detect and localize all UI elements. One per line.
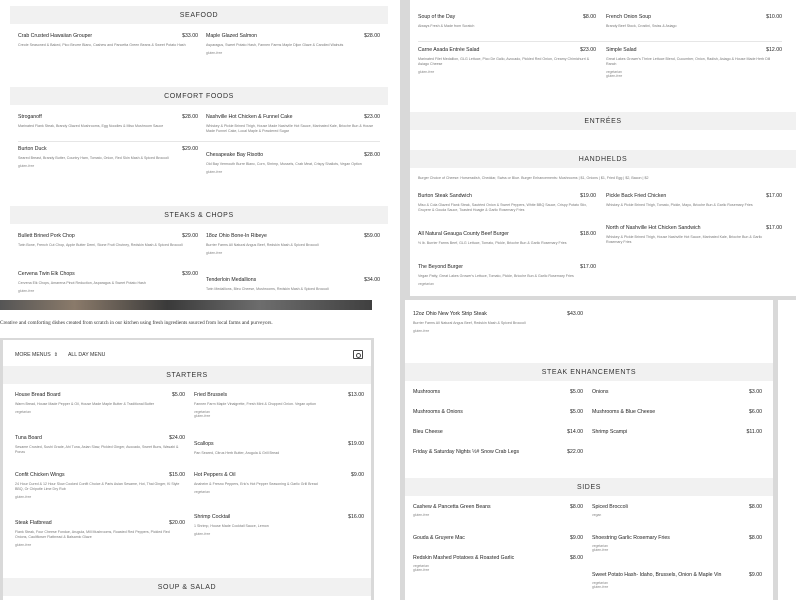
diet-tag: vegan <box>592 513 602 517</box>
menu-panel-top-right <box>410 0 796 296</box>
item-desc: Twin Medallions, Bleu Cheese, Mushrooms, Redskin Mash & Spiced Broccoli <box>206 287 329 291</box>
menu-item <box>606 193 782 208</box>
menu-item <box>606 47 782 79</box>
item-name: North of Nashville Hot Chicken Sandwich <box>606 225 701 231</box>
item-price: $17.00 <box>766 193 782 199</box>
hero-photo <box>0 300 372 310</box>
item-price: $28.00 <box>182 114 198 120</box>
item-name: Spiced Broccoli <box>592 504 628 510</box>
diet-tag: vegetarian <box>194 490 210 494</box>
menu-item <box>418 231 596 246</box>
diet-tag: gluten-free <box>18 164 35 168</box>
item-desc: Whiskey & Pickle Brined Thigh, House Made Nashville Hot Sauce, Marinated Kale, Brioche Bun & House Made Funnel Cake, Local Maple & Powdered Sugar <box>206 124 374 133</box>
item-price: $9.00 <box>749 572 762 578</box>
item-name: Tuna Board <box>15 435 42 441</box>
item-name: Mushrooms & Blue Cheese <box>592 409 656 415</box>
item-price: $8.00 <box>583 14 596 20</box>
divider <box>418 41 782 42</box>
item-name: Burton Steak Sandwich <box>418 193 472 199</box>
menu-item <box>206 33 380 55</box>
diet-tag: gluten-free <box>15 495 32 499</box>
item-price: $5.00 <box>570 389 583 395</box>
item-name: Sweet Potato Hash- Idaho, Brussels, Onion & Maple Vin <box>592 572 722 578</box>
item-name: Bleu Cheese <box>413 429 443 435</box>
item-name: Shoestring Garlic Rosemary Fries <box>592 535 670 541</box>
diet-tag: gluten-free <box>15 543 32 547</box>
diet-tag: vegetarian <box>418 282 434 286</box>
item-desc: Cervena Elk Chops, Amarena Pinot Reduction, Asparagus & Sweet Potato Hash <box>18 281 146 285</box>
item-desc: Creole Seasoned & Baked, Pico Beurre Blanc, Cashew and Pancetta Green Beans & Sweet Potato Hash <box>18 43 186 47</box>
diet-tag: gluten-free <box>413 513 430 517</box>
item-price: $8.00 <box>570 555 583 561</box>
item-price: $17.00 <box>580 264 596 270</box>
diet-tag: gluten-free <box>418 70 435 74</box>
item-name: Bullett Brined Pork Chop <box>18 233 75 239</box>
menu-item <box>206 233 380 255</box>
all-day-menu-tab[interactable]: ALL DAY MENU <box>67 352 106 358</box>
item-name: Burton Duck <box>18 146 47 152</box>
menu-item <box>15 392 185 414</box>
menu-item <box>418 193 596 213</box>
menu-caption: Creative and comforting dishes created from scratch in our kitchen using fresh ingredients sourced from local farms and purveyors. <box>0 320 273 326</box>
item-name: Mushrooms <box>413 389 441 395</box>
section-header-entrees: ENTRÉES <box>410 112 796 130</box>
enhancement-item <box>592 409 762 415</box>
menu-item <box>194 392 364 419</box>
item-name: Steak Flatbread <box>15 520 52 526</box>
item-price: $43.00 <box>567 311 583 317</box>
menu-item <box>206 277 380 292</box>
enhancement-item <box>413 409 583 415</box>
item-price: $9.00 <box>570 535 583 541</box>
item-desc: Marinated Filet Medallion, GLG Lettuce, Pico De Gallo, Avocado, Pickled Red Onion, Creamy Chimichurri & Asiago Cheese <box>418 57 590 66</box>
item-name: Crab Crusted Hawaiian Grouper <box>18 33 93 39</box>
item-name: Fried Brussels <box>194 392 228 398</box>
item-name: Mushrooms & Onions <box>413 409 463 415</box>
menu-item <box>15 435 185 455</box>
camera-icon[interactable] <box>353 350 363 359</box>
enhancement-item <box>592 389 762 395</box>
item-name: Maple Glazed Salmon <box>206 33 258 39</box>
item-name: Shrimp Scampi <box>592 429 628 435</box>
diet-tag: vegetarian gluten-free <box>413 564 430 573</box>
enhancement-item <box>592 429 762 435</box>
item-name: Tenderloin Medallions <box>206 277 257 283</box>
item-price: $22.00 <box>567 449 583 455</box>
item-name: 12oz Ohio New York Strip Steak <box>413 311 487 317</box>
item-price: $59.00 <box>364 233 380 239</box>
item-desc: Whiskey & Pickle Brined Thigh, House Nashville Hot Sauce, Marinated Kale, Brioche Bun & Garlic Rosemary Fries <box>606 235 763 244</box>
item-name: Nashville Hot Chicken & Funnel Cake <box>206 114 293 120</box>
item-desc: 1 Shrimp, House Made Cocktail Sauce, Lemon <box>194 524 269 528</box>
item-desc: Pan Seared, Citrus Herb Butter, Arugula & Grill Bread <box>194 451 280 455</box>
item-name: Hot Peppers & Oil <box>194 472 236 478</box>
section-header-steak-enhancements: STEAK ENHANCEMENTS <box>405 363 773 381</box>
menu-item <box>418 264 596 286</box>
item-price: $15.00 <box>169 472 185 478</box>
section-header-seafood: SEAFOOD <box>10 6 388 24</box>
item-name: House Bread Board <box>15 392 61 398</box>
handhelds-intro: Burger Choice of Cheese: Horseradish, Cheddar, Swiss or Blue. Burger Enhancements: Mushrooms | $1, Onions | $1, Fried Egg | $2, Bacon | $2 <box>418 176 649 180</box>
menu-item <box>413 311 583 333</box>
item-price: $3.00 <box>749 389 762 395</box>
item-desc: Marinated Flank Steak, Brandy Glazed Mushrooms, Egg Noodles & Miso Mushroom Sauce <box>18 124 164 128</box>
item-name: Chesapeake Bay Risotto <box>206 152 264 158</box>
enhancement-item <box>413 429 583 435</box>
item-price: $5.00 <box>570 409 583 415</box>
menu-item <box>418 47 596 74</box>
item-name: Shrimp Cocktail <box>194 514 231 520</box>
item-name: Cervena Twin Elk Chops <box>18 271 75 277</box>
item-name: Confit Chicken Wings <box>15 472 65 478</box>
item-price: $33.00 <box>182 33 198 39</box>
side-item <box>592 535 762 553</box>
item-price: $6.00 <box>749 409 762 415</box>
diet-tag: vegetarian gluten-free <box>606 70 623 79</box>
diet-tag: gluten-free <box>206 51 223 55</box>
item-desc: Great Lakes Grower's Thrive Lettuce Blend, Cucumber, Onion, Radish, Asiago & House Made Herb Dill Ranch <box>606 57 771 66</box>
menu-item <box>606 225 782 245</box>
item-price: $19.00 <box>580 193 596 199</box>
menu-item <box>18 146 198 168</box>
side-item <box>413 535 583 541</box>
item-price: $39.00 <box>182 271 198 277</box>
item-name: Simple Salad <box>606 47 637 53</box>
diet-tag: vegetarian gluten-free <box>194 410 211 419</box>
menu-item <box>206 152 380 174</box>
item-name: The Beyond Burger <box>418 264 463 270</box>
item-desc: Burrier Farms All Natural Angus Beef, Redskin Mash & Spiced Broccoli <box>413 321 526 325</box>
item-name: Redskin Mashed Potatoes & Roasted Garlic <box>413 555 515 561</box>
item-desc: Warm Bread, House Made Pepper & Oil, House Made Maple Butter & Traditional Butter <box>15 402 155 406</box>
item-desc: Fannen Farm Maple Vinaigrette, Fresh Mint & Chopped Onion. Vegan option <box>194 402 316 406</box>
item-price: $18.00 <box>580 231 596 237</box>
item-name: Gouda & Gruyere Mac <box>413 535 465 541</box>
section-header-handhelds: HANDHELDS <box>410 150 796 168</box>
item-price: $28.00 <box>364 152 380 158</box>
diet-tag: gluten-free <box>194 532 211 536</box>
diet-tag: gluten-free <box>413 329 430 333</box>
item-price: $13.00 <box>348 392 364 398</box>
item-desc: Miso & Cola Glazed Flank Steak, Sautéed Onion & Sweet Peppers, White BBQ Sauce, Crispy Potato Stix, Gruyere & Gouda Sauce, Toasted Hoagie & Garlic Rosemary Fries <box>418 203 587 212</box>
menu-item <box>18 33 198 48</box>
item-price: $28.00 <box>364 33 380 39</box>
diet-tag: gluten-free <box>18 289 35 293</box>
side-item <box>413 555 583 573</box>
menu-panel-bottom-right <box>405 300 773 600</box>
item-price: $19.00 <box>348 441 364 447</box>
item-price: $9.00 <box>351 472 364 478</box>
menu-item <box>18 233 198 248</box>
menu-item <box>206 114 380 134</box>
item-name: French Onion Soup <box>606 14 651 20</box>
item-name: Onions <box>592 389 609 395</box>
item-name: Cashew & Pancetta Green Beans <box>413 504 491 510</box>
menu-panel-bottom-left <box>3 340 371 600</box>
item-name: All Natural Geauga County Beef Burger <box>418 231 509 237</box>
enhancement-item <box>413 449 583 455</box>
item-desc: Seared Breast, Brandy Butter, Country Ham, Tomato, Onion, Red Skin Mash & Spiced Broccoli <box>18 156 169 160</box>
item-name: Stroganoff <box>18 114 42 120</box>
section-header-steaks-chops: STEAKS & CHOPS <box>10 206 388 224</box>
item-name: Carne Asada Entrée Salad <box>418 47 480 53</box>
menu-item <box>194 472 364 494</box>
section-header-soup-salad: SOUP & SALAD <box>3 578 371 596</box>
item-price: $8.00 <box>570 504 583 510</box>
item-desc: Twin Bone, French Cut Chop, Apple Butter Demi, Stone Fruit Chutney, Redskin Mash & Spiced Broccoli <box>18 243 183 247</box>
item-desc: Whiskey & Pickle Brined Thigh, Tomato, Pickle, Mayo, Brioche Bun & Garlic Rosemary Fries <box>606 203 753 207</box>
menu-item <box>194 514 364 536</box>
item-desc: ½ lb. Burrier Farms Beef, GLG Lettuce, Tomato, Pickle, Brioche Bun & Garlic Rosemary Fries <box>418 241 567 245</box>
item-desc: Asparagus, Sweet Potato Hash, Fannen Farms Maple Dijon Glaze & Candied Walnuts <box>206 43 344 47</box>
chevron-down-icon: ⇕ <box>53 352 58 358</box>
menu-panel-top-left <box>10 0 388 300</box>
more-menus-label: MORE MENUS <box>15 352 51 358</box>
item-price: $10.00 <box>766 14 782 20</box>
item-price: $24.00 <box>169 435 185 441</box>
diet-tag: gluten-free <box>206 251 223 255</box>
item-price: $17.00 <box>766 225 782 231</box>
diet-tag: vegetarian gluten-free <box>592 544 609 553</box>
menu-item <box>606 14 782 29</box>
item-desc: 24 Hour Cured & 12 Hour Slow Cooked Confit Choice & Paris Asian Sesame, Hot, Thai Ginger, Ki Style BBQ, Or Chipotle Lime Dry Rub <box>15 482 180 491</box>
side-item <box>413 504 583 517</box>
menu-nav <box>15 348 371 362</box>
item-desc: Anaheim & Fresno Peppers, Eric's Hot Pepper Seasoning & Garlic Grill Bread <box>194 482 318 486</box>
enhancement-item <box>413 389 583 395</box>
item-name: Soup of the Day <box>418 14 456 20</box>
item-name: Pickle Back Fried Chicken <box>606 193 667 199</box>
side-item <box>592 572 762 590</box>
item-price: $34.00 <box>364 277 380 283</box>
item-price: $29.00 <box>182 233 198 239</box>
item-price: $20.00 <box>169 520 185 526</box>
side-item <box>592 504 762 517</box>
item-price: $11.00 <box>746 429 762 435</box>
item-price: $12.00 <box>766 47 782 53</box>
section-header-starters: STARTERS <box>3 366 371 384</box>
diet-tag: gluten-free <box>206 170 223 174</box>
item-desc: Vegan Patty, Great Lakes Grower's Lettuce, Tomato, Pickle, Brioche Bun & Garlic Rosemary Fries <box>418 274 574 278</box>
item-desc: Always Fresh & Made from Scratch <box>418 24 475 28</box>
menu-item <box>15 472 185 499</box>
item-name: Scallops <box>194 441 214 447</box>
divider <box>18 141 380 142</box>
item-price: $5.00 <box>172 392 185 398</box>
item-desc: Brandy Beef Stock, Crostini, Swiss & Asiago <box>606 24 677 28</box>
menu-item <box>194 441 364 456</box>
item-price: $16.00 <box>348 514 364 520</box>
item-price: $23.00 <box>364 114 380 120</box>
section-header-sides: SIDES <box>405 478 773 496</box>
item-desc: Old Bay Vermouth Burre Blanc, Corn, Shrimp, Mussels, Crab Meat, Crispy Shallots, Vegan Option <box>206 162 362 166</box>
diet-tag: vegetarian <box>15 410 31 414</box>
item-desc: Sesame Crusted, Sushi Grade, Ahi Tuna, Asian Slaw, Pickled Ginger, Avocado, Sweet Buns, Wasabi & Ponzu <box>15 445 179 454</box>
menu-item <box>418 14 596 29</box>
item-price: $8.00 <box>749 535 762 541</box>
item-price: $14.00 <box>567 429 583 435</box>
item-name: Friday & Saturday Nights ½# Snow Crab Legs <box>413 449 520 455</box>
item-price: $23.00 <box>580 47 596 53</box>
menu-item <box>18 114 198 129</box>
diet-tag: vegetarian gluten-free <box>592 581 609 590</box>
item-desc: Burrier Farms All Natural Angus Beef, Redskin Mash & Spiced Broccoli <box>206 243 319 247</box>
more-menus-dropdown[interactable] <box>15 352 58 358</box>
menu-item <box>15 520 185 547</box>
item-price: $8.00 <box>749 504 762 510</box>
item-price: $29.00 <box>182 146 198 152</box>
menu-item <box>18 271 198 293</box>
section-header-comfort-foods: COMFORT FOODS <box>10 87 388 105</box>
item-desc: Flank Steak, Four Cheese Fondue, Arugula, Mill Mushrooms, Roasted Red Peppers, Pickled Red Onions, Cauliflower Flatbread & Balsamic Glaze <box>15 530 170 539</box>
item-name: 18oz Ohio Bone-In Ribeye <box>206 233 267 239</box>
